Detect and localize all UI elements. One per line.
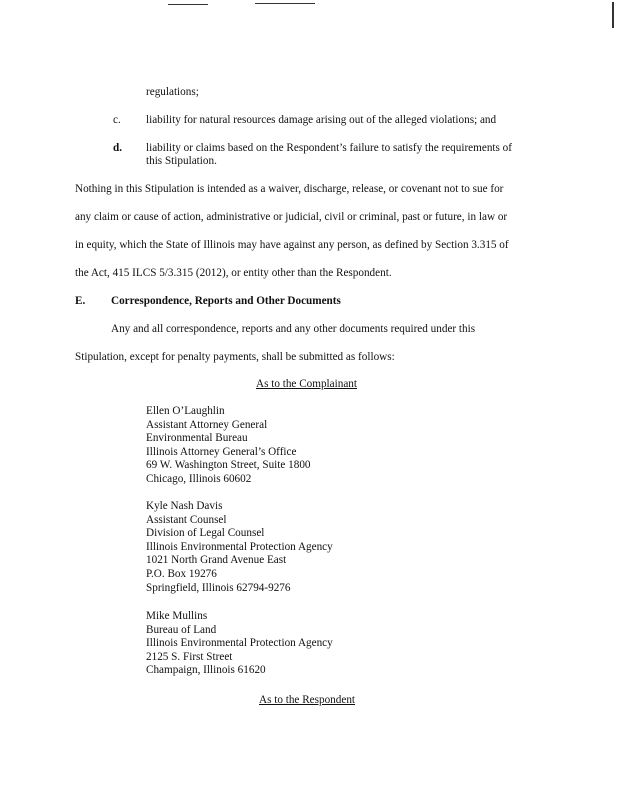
paragraph-line: the Act, 415 ILCS 5/3.315 (2012), or entity other than the Respondent. bbox=[75, 267, 392, 279]
contact-line: Illinois Attorney General’s Office bbox=[146, 445, 297, 458]
section-title: Correspondence, Reports and Other Documents bbox=[111, 295, 341, 307]
contact-line: Kyle Nash Davis bbox=[146, 500, 223, 512]
complainant-heading: As to the Complainant bbox=[256, 378, 357, 390]
item-d-text: this Stipulation. bbox=[146, 155, 217, 167]
paragraph-line: Nothing in this Stipulation is intended as a waiver, discharge, release, or covenant not to sue for bbox=[75, 183, 504, 195]
item-d-label: d. bbox=[113, 142, 123, 154]
item-d-text: liability or claims based on the Respondent’s failure to satisfy the requirements of bbox=[146, 142, 512, 154]
item-c-text: liability for natural resources damage arising out of the alleged violations; and bbox=[146, 114, 497, 126]
respondent-heading: As to the Respondent bbox=[259, 694, 356, 706]
contact-line: Assistant Attorney General bbox=[146, 418, 268, 431]
contact-line: Division of Legal Counsel bbox=[146, 527, 265, 540]
contact-block bbox=[146, 610, 333, 678]
item-b-continuation: regulations; bbox=[146, 86, 199, 98]
scan-artifact bbox=[612, 2, 614, 28]
contact-line: Illinois Environmental Protection Agency bbox=[146, 637, 333, 650]
item-c-label: c. bbox=[113, 114, 121, 126]
scan-artifact bbox=[168, 4, 208, 5]
contact-line: 1021 North Grand Avenue East bbox=[146, 554, 287, 567]
contact-line: Ellen O’Laughlin bbox=[146, 405, 225, 417]
contact-line: Chicago, Illinois 60602 bbox=[146, 472, 252, 485]
contact-line: Mike Mullins bbox=[146, 610, 208, 622]
paragraph-line: any claim or cause of action, administrative or judicial, civil or criminal, past or future, in law or bbox=[75, 211, 508, 223]
contact-line: P.O. Box 19276 bbox=[146, 567, 217, 580]
paragraph-line: in equity, which the State of Illinois may have against any person, as defined by Section 3.315 of bbox=[75, 239, 509, 251]
contact-line: Champaign, Illinois 61620 bbox=[146, 664, 266, 677]
contact-line: 2125 S. First Street bbox=[146, 650, 233, 663]
contact-line: Assistant Counsel bbox=[146, 513, 227, 526]
scan-artifact bbox=[255, 3, 315, 4]
paragraph-line: Stipulation, except for penalty payments, shall be submitted as follows: bbox=[75, 351, 395, 363]
contact-block bbox=[146, 405, 311, 487]
contact-line: Illinois Environmental Protection Agency bbox=[146, 540, 333, 553]
contact-line: Springfield, Illinois 62794-9276 bbox=[146, 581, 291, 594]
contact-block bbox=[146, 500, 333, 595]
section-number: E. bbox=[75, 295, 86, 307]
contact-line: 69 W. Washington Street, Suite 1800 bbox=[146, 459, 311, 472]
contact-line: Bureau of Land bbox=[146, 623, 217, 636]
contact-line: Environmental Bureau bbox=[146, 432, 248, 445]
paragraph-line: Any and all correspondence, reports and any other documents required under this bbox=[111, 323, 476, 335]
